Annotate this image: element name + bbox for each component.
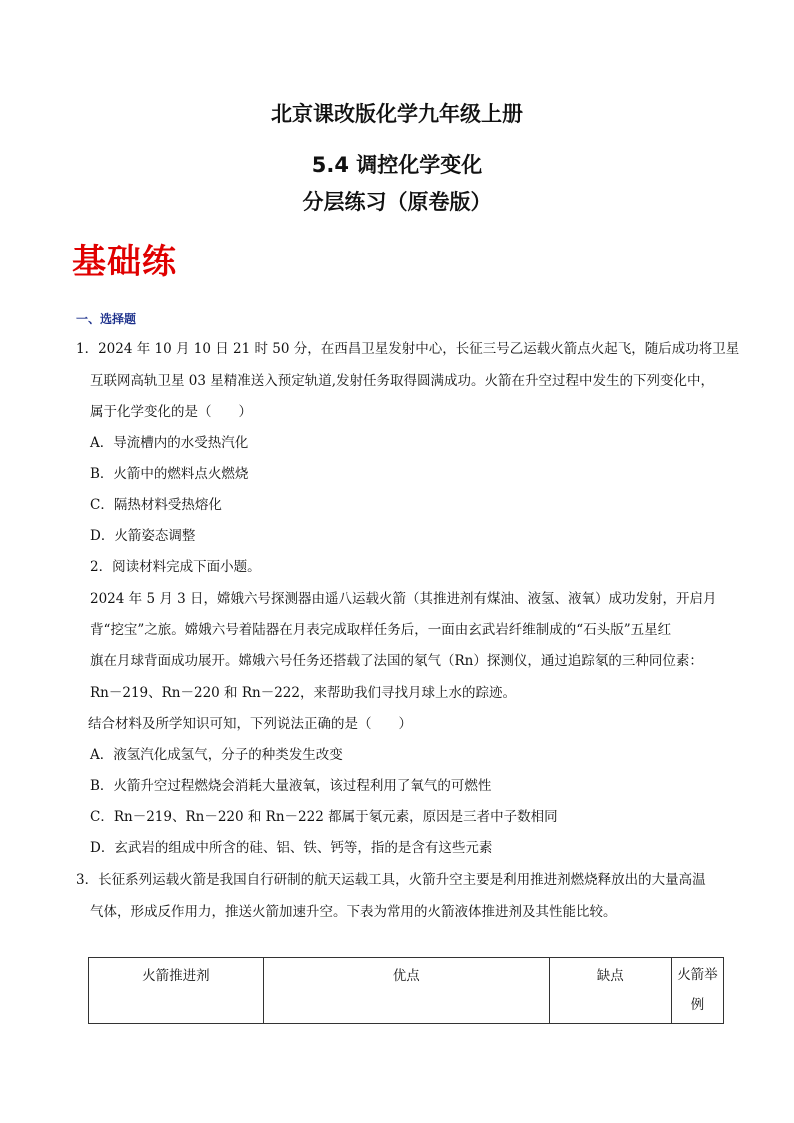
q2-material-line-3: 旗在月球背面成功展开。嫦娥六号任务还搭载了法国的氡气（Rn）探测仪，通过追踪氡的三种同位素： <box>90 653 703 669</box>
section-heading: 基础练 <box>72 242 177 282</box>
q2-option-a: A．液氢汽化成氢气，分子的种类发生改变 <box>90 747 343 763</box>
document-subtitle: 分层练习（原卷版） <box>302 190 492 214</box>
q2-option-c: C．Rn－219、Rn－220 和 Rn－222 都属于氡元素，原因是三者中子数相同 <box>90 809 558 825</box>
q2-material-line-2: 背“挖宝”之旅。嫦娥六号着陆器在月表完成取样任务后，一面由玄武岩纤维制成的“石头版”五星红 <box>90 622 672 638</box>
q2-question: 结合材料及所学知识可知，下列说法正确的是（ ） <box>88 716 412 732</box>
table-header-advantages: 优点 <box>263 958 549 1024</box>
table-header-rocket-example: 火箭举例 <box>671 958 723 1024</box>
table-header-row <box>89 958 724 1024</box>
q1-line-2: 互联网高轨卫星 03 星精准送入预定轨道,发射任务取得圆满成功。火箭在升空过程中发生的下列变化中， <box>90 373 715 389</box>
q2-option-b: B．火箭升空过程燃烧会消耗大量液氧，该过程利用了氧气的可燃性 <box>90 778 492 794</box>
q1-option-c: C．隔热材料受热熔化 <box>90 497 222 513</box>
document-title: 北京课改版化学九年级上册 <box>271 102 523 126</box>
q1-option-b: B．火箭中的燃料点火燃烧 <box>90 466 249 482</box>
table-header-disadvantages: 缺点 <box>549 958 671 1024</box>
q1-line-3: 属于化学变化的是（ ） <box>90 404 252 420</box>
table-header-propellant: 火箭推进剂 <box>89 958 264 1024</box>
q1-line-1: 1．2024 年 10 月 10 日 21 时 50 分，在西昌卫星发射中心，长征三号乙运载火箭点火起飞，随后成功将卫星 <box>76 341 740 357</box>
q2-material-line-1: 2024 年 5 月 3 日，嫦娥六号探测器由遥八运载火箭（其推进剂有煤油、液氢、液氧）成功发射，开启月 <box>90 591 717 607</box>
q2-material-line-4: Rn－219、Rn－220 和 Rn－222，来帮助我们寻找月球上水的踪迹。 <box>90 685 516 701</box>
q1-option-d: D．火箭姿态调整 <box>90 528 196 544</box>
propellant-table <box>88 957 724 1024</box>
q1-option-a: A．导流槽内的水受热汽化 <box>90 435 249 451</box>
q2-option-d: D．玄武岩的组成中所含的硅、铝、铁、钙等，指的是含有这些元素 <box>90 840 493 856</box>
q3-line-2: 气体，形成反作用力，推送火箭加速升空。下表为常用的火箭液体推进剂及其性能比较。 <box>90 904 617 920</box>
q3-line-1: 3．长征系列运载火箭是我国自行研制的航天运载工具，火箭升空主要是利用推进剂燃烧释放出的大量高温 <box>76 872 706 888</box>
chapter-title: 5.4 调控化学变化 <box>311 153 483 177</box>
subsection-heading: 一、选择题 <box>76 312 137 326</box>
q2-intro: 2．阅读材料完成下面小题。 <box>90 559 261 575</box>
